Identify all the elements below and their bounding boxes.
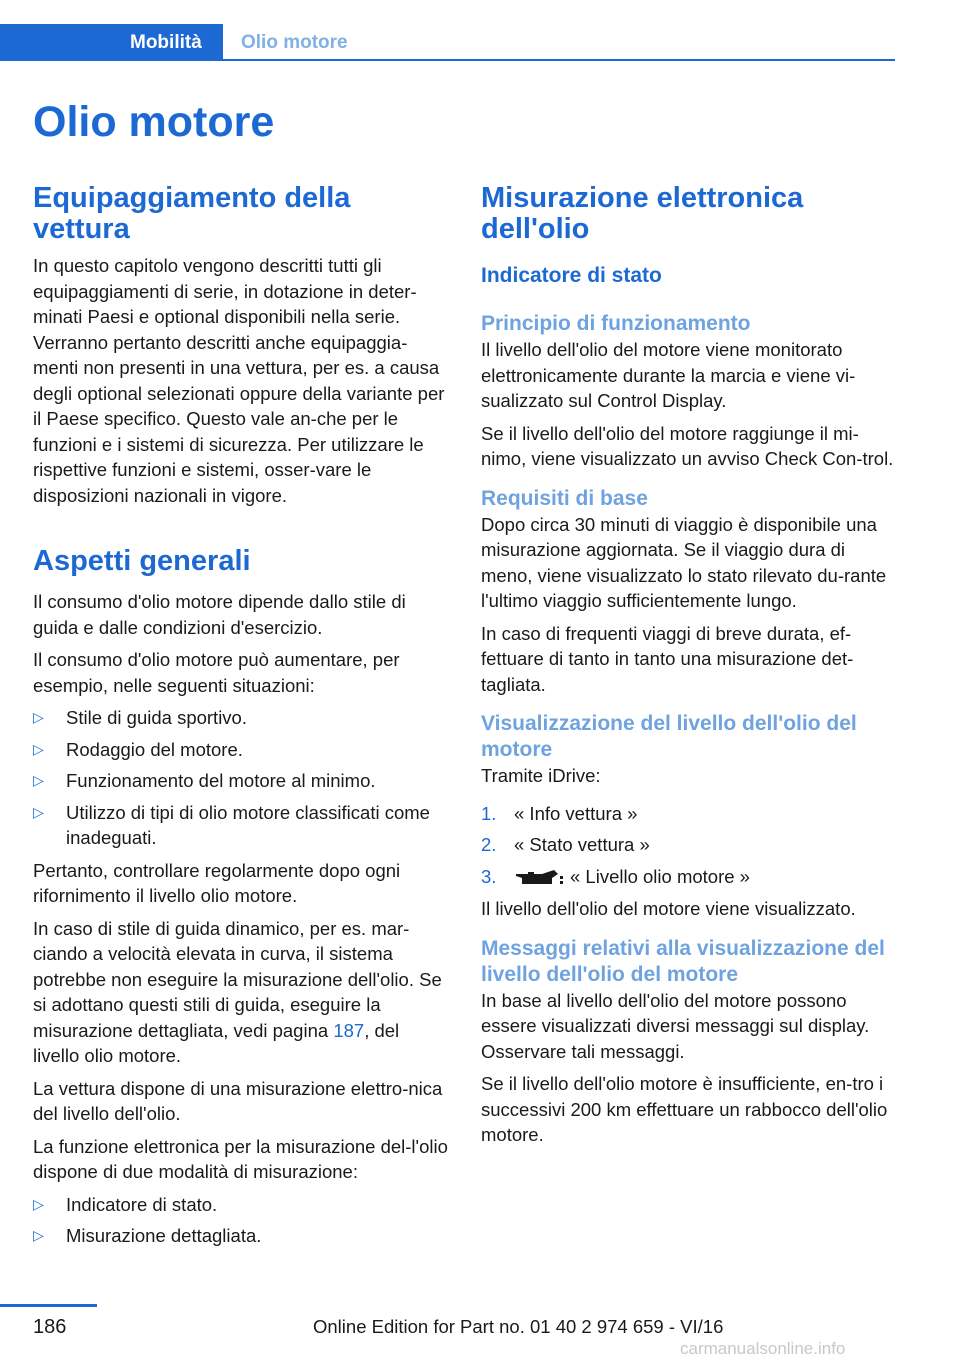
page-reference-link[interactable]: 187 bbox=[333, 1019, 365, 1041]
list-item: 1. « Info vettura » bbox=[481, 802, 638, 824]
left-column bbox=[33, 183, 448, 1256]
paragraph-equipaggiamento: In questo capitolo vengono descritti tutti gli equipaggiamenti di serie, in dotazione in deter‐minati Paesi e optional disponibili nella serie. Verranno pertanto descritti anche equipaggia‐menti non presenti in una vettura, per es. a causa degli optional selezionati oppure della variante per il Paese specifico. Questo vale an‐che per le funzioni e i sistemi di sicurezza. Per utilizzare le rispettive funzioni e sistemi, osser‐vare le disposizioni nazionali in vigore. bbox=[33, 255, 445, 506]
list-item: ▷ Stile di guida sportivo. bbox=[33, 705, 448, 731]
watermark: carmanualsonline.info bbox=[680, 1339, 846, 1358]
header-tab-mobilita[interactable]: Mobilità bbox=[130, 32, 202, 53]
paragraph-requisiti-2: In caso di frequenti viaggi di breve durata, ef‐fettuare di tanto in tanto una misurazione det‐tagliata. bbox=[481, 622, 854, 695]
paragraph-principio-2: Se il livello dell'olio del motore raggiunge il mi‐nimo, viene visualizzato un avviso Check Con‐trol. bbox=[481, 422, 894, 469]
section-heading-equipaggiamento: Equipaggiamento della vettura bbox=[33, 182, 351, 245]
header-divider bbox=[223, 59, 895, 61]
triangle-right-icon: ▷ bbox=[33, 1227, 44, 1243]
section-heading-aspetti-generali: Aspetti generali bbox=[33, 545, 251, 577]
paragraph-consumo-1: Il consumo d'olio motore dipende dallo stile di guida e dalle condizioni d'esercizio. bbox=[33, 591, 406, 638]
triangle-right-icon: ▷ bbox=[33, 709, 44, 725]
paragraph-requisiti-1: Dopo circa 30 minuti di viaggio è disponibile una misurazione aggiornata. Se il viaggio dura di meno, viene visualizzato lo stato rilevato du‐rante l'ultimo viaggio sufficientemente lungo. bbox=[481, 513, 887, 611]
heading-visualizzazione: Visualizzazione del livello dell'olio del motore bbox=[481, 712, 857, 761]
situations-list bbox=[33, 705, 448, 851]
triangle-right-icon: ▷ bbox=[33, 772, 44, 788]
list-item: 3. « Livello olio motore » bbox=[481, 865, 750, 887]
page-number: 186 bbox=[33, 1316, 67, 1338]
paragraph-messaggi-2: Se il livello dell'olio motore è insufficiente, en‐tro i successivi 200 km effettuare un rabbocco dell'olio motore. bbox=[481, 1073, 888, 1145]
triangle-right-icon: ▷ bbox=[33, 740, 44, 757]
paragraph-principio-1: Il livello dell'olio del motore viene monitorato elettronicamente durante la marcia e viene vi‐sualizzato sul Control Display. bbox=[481, 339, 856, 411]
list-item: ▷ Misurazione dettagliata. bbox=[33, 1223, 448, 1249]
triangle-right-icon: ▷ bbox=[33, 803, 44, 820]
paragraph-messaggi-1: In base al livello dell'olio del motore possono essere visualizzati diversi messaggi sul display. Osservare tali messaggi. bbox=[481, 989, 870, 1062]
heading-principio: Principio di funzionamento bbox=[481, 312, 751, 335]
list-item: 2. « Stato vettura » bbox=[481, 834, 650, 855]
right-column bbox=[481, 183, 896, 1155]
paragraph-idrive: Tramite iDrive: bbox=[481, 765, 601, 786]
idrive-steps-list bbox=[481, 801, 896, 890]
paragraph-controllare: Pertanto, controllare regolarmente dopo ogni rifornimento il livello olio motore. bbox=[33, 859, 401, 906]
list-item: ▷ Indicatore di stato. bbox=[33, 1192, 448, 1218]
paragraph-modalita: La funzione elettronica per la misurazione del‐l'olio dispone di due modalità di misurazione: bbox=[33, 1135, 448, 1182]
section-heading-misurazione: Misurazione elettronica dell'olio bbox=[481, 182, 804, 245]
paragraph-consumo-2: Il consumo d'olio motore può aumentare, per esempio, nelle seguenti situazioni: bbox=[33, 649, 400, 696]
paragraph-visualizzato: Il livello dell'olio del motore viene visualizzato. bbox=[481, 898, 856, 919]
modes-list bbox=[33, 1192, 448, 1249]
subheading-indicatore-stato: Indicatore di stato bbox=[481, 264, 662, 287]
paragraph-stile-dinamico: In caso di stile di guida dinamico, per es. mar‐ciando a velocità elevata in curva, il sistema potrebbe non eseguire la misurazione dell'olio. Se si adottano questi stili di guida, eseguire la misurazione dettagliata, vedi pagina 187, del livello olio motore. bbox=[33, 917, 442, 1066]
paragraph-misurazione-elettronica: La vettura dispone di una misurazione elettro‐nica del livello dell'olio. bbox=[33, 1077, 443, 1124]
triangle-right-icon: ▷ bbox=[33, 1195, 44, 1212]
page-title: Olio motore bbox=[33, 98, 275, 146]
list-item: ▷ Rodaggio del motore. bbox=[33, 737, 448, 763]
oil-can-icon bbox=[514, 868, 566, 888]
heading-requisiti: Requisiti di base bbox=[481, 486, 648, 510]
header-tab-olio-motore[interactable]: Olio motore bbox=[241, 32, 348, 53]
heading-messaggi: Messaggi relativi alla visualizzazione del livello dell'olio del motore bbox=[481, 936, 885, 986]
edition-footer: Online Edition for Part no. 01 40 2 974 659 - VI/16 bbox=[313, 1316, 724, 1337]
list-item: ▷ Utilizzo di tipi di olio motore classificati come inadeguati. bbox=[33, 801, 430, 848]
list-item: ▷ Funzionamento del motore al minimo. bbox=[33, 768, 448, 794]
footer-divider bbox=[0, 1304, 97, 1307]
